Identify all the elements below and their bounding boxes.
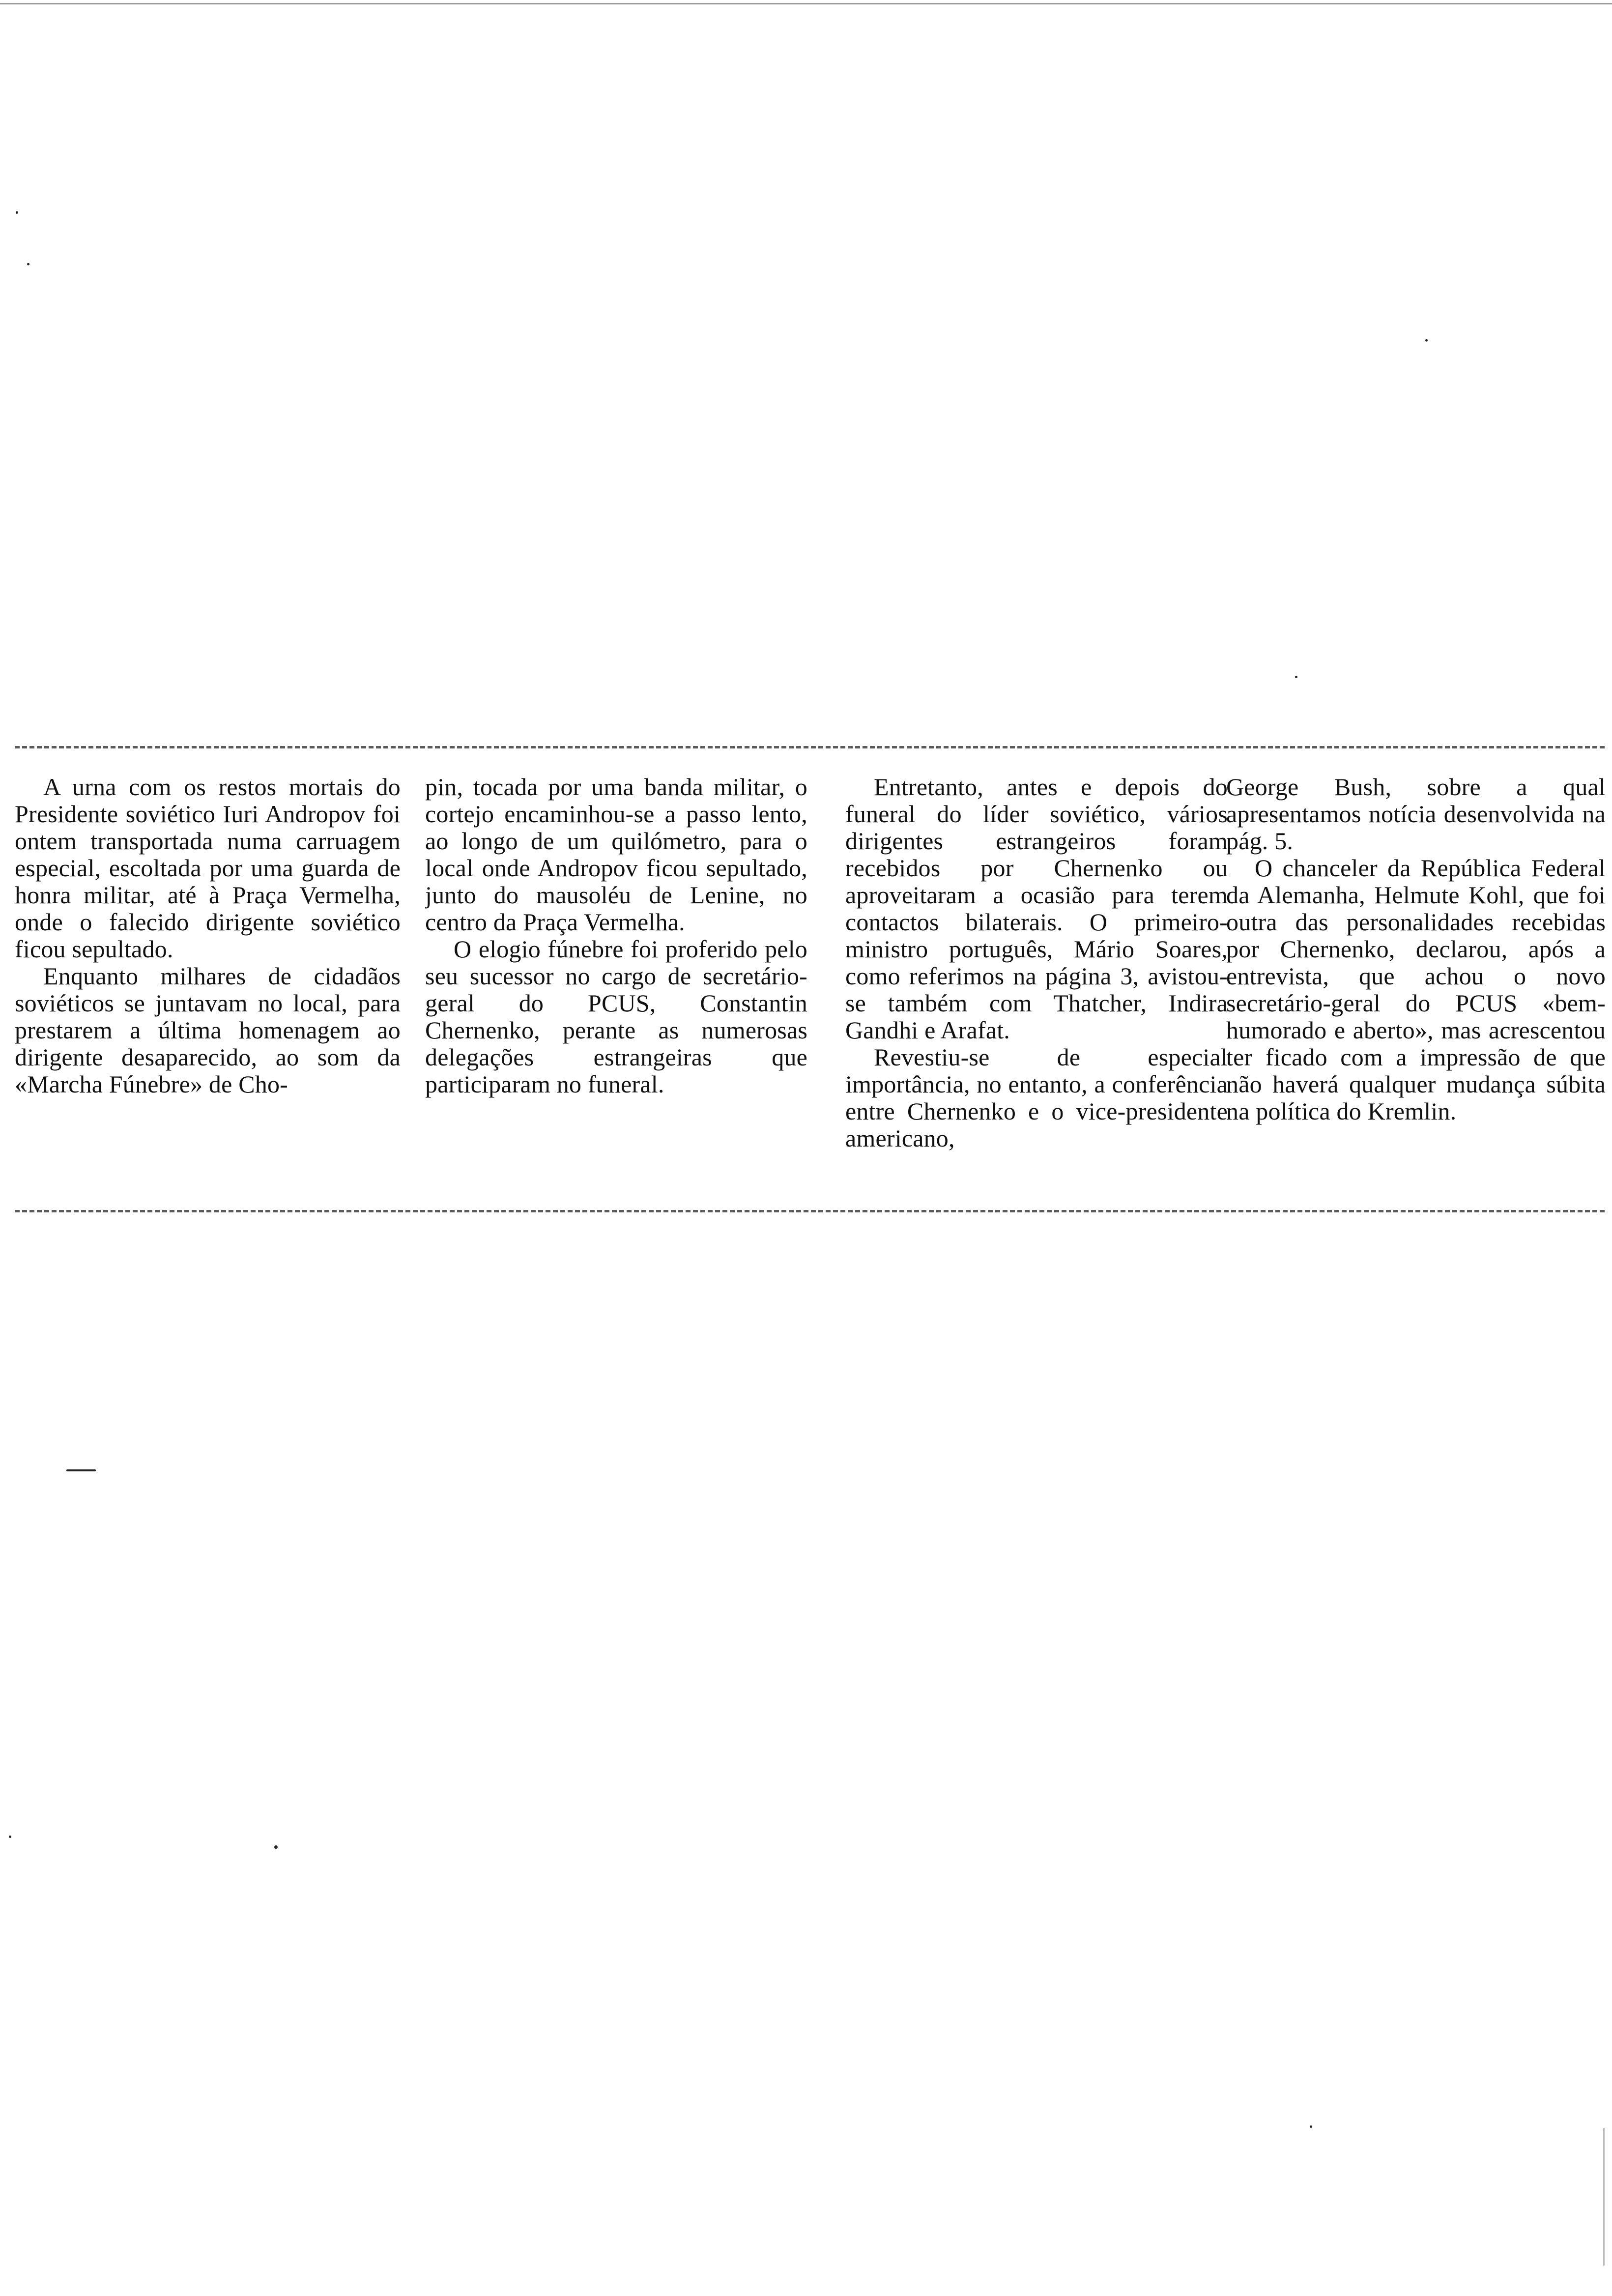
paragraph: Enquanto milhares de cidadãos soviéticos se juntavam no local, para prestarem a última homenagem ao dirigente desaparecido, ao som da «Marcha Fúnebre» de Cho- <box>15 962 401 1098</box>
paragraph: Entretanto, antes e depois do funeral do líder soviético, vários dirigentes estrangeiros foram recebidos por Chernenko ou aproveitaram a ocasião para terem contactos bilaterais. O primeiro-ministro português, Mário Soares, como referimos na página 3, avistou-se também com Thatcher, Indira Gandhi e Arafat. <box>845 774 1228 1044</box>
clipping-top-rule <box>15 746 1605 748</box>
scan-speck <box>16 211 18 214</box>
scan-speck <box>1425 339 1428 342</box>
scan-speck <box>274 1845 278 1849</box>
clipping-bottom-rule <box>15 1210 1605 1212</box>
scan-right-edge <box>1603 2128 1605 2266</box>
scan-speck <box>66 1469 96 1471</box>
paragraph: pin, tocada por uma banda militar, o cortejo encaminhou-se a passo lento, ao longo de um quilómetro, para o local onde Andropov ficou sepultado, junto do mausoléu de Lenine, no centro da Praça Vermelha. <box>425 774 807 936</box>
newspaper-clipping <box>15 746 1605 1214</box>
scan-speck <box>27 263 29 265</box>
article-column-1 <box>15 774 401 1204</box>
scan-top-edge <box>0 3 1612 4</box>
scan-speck <box>9 1836 11 1838</box>
article-column-4 <box>1226 774 1606 1204</box>
scan-speck <box>1310 2125 1312 2128</box>
paragraph: George Bush, sobre a qual apresentamos notícia desenvolvida na pág. 5. <box>1226 774 1606 855</box>
paragraph: O elogio fúnebre foi proferido pelo seu sucessor no cargo de secretário-geral do PCUS, Constantin Chernenko, perante as numerosas delegações estrangeiras que participaram no funeral. <box>425 935 807 1098</box>
paragraph: A urna com os restos mortais do Presidente soviético Iuri Andropov foi ontem transportada numa carruagem especial, escoltada por uma guarda de honra militar, até à Praça Vermelha, onde o falecido dirigente soviético ficou sepultado. <box>15 774 401 963</box>
article-column-2 <box>425 774 807 1204</box>
article-column-3 <box>845 774 1228 1204</box>
scan-speck <box>1295 676 1297 678</box>
paragraph: O chanceler da República Federal da Alemanha, Helmute Kohl, que foi outra das personalidades recebidas por Chernenko, declarou, após a entrevista, que achou o novo secretário-geral do PCUS «bem-humorado e aberto», mas acrescentou ter ficado com a impressão de que não haverá qualquer mudança súbita na política do Kremlin. <box>1226 854 1606 1125</box>
paragraph: Revestiu-se de especial importância, no entanto, a conferência entre Chernenko e o vice-presidente americano, <box>845 1043 1228 1152</box>
